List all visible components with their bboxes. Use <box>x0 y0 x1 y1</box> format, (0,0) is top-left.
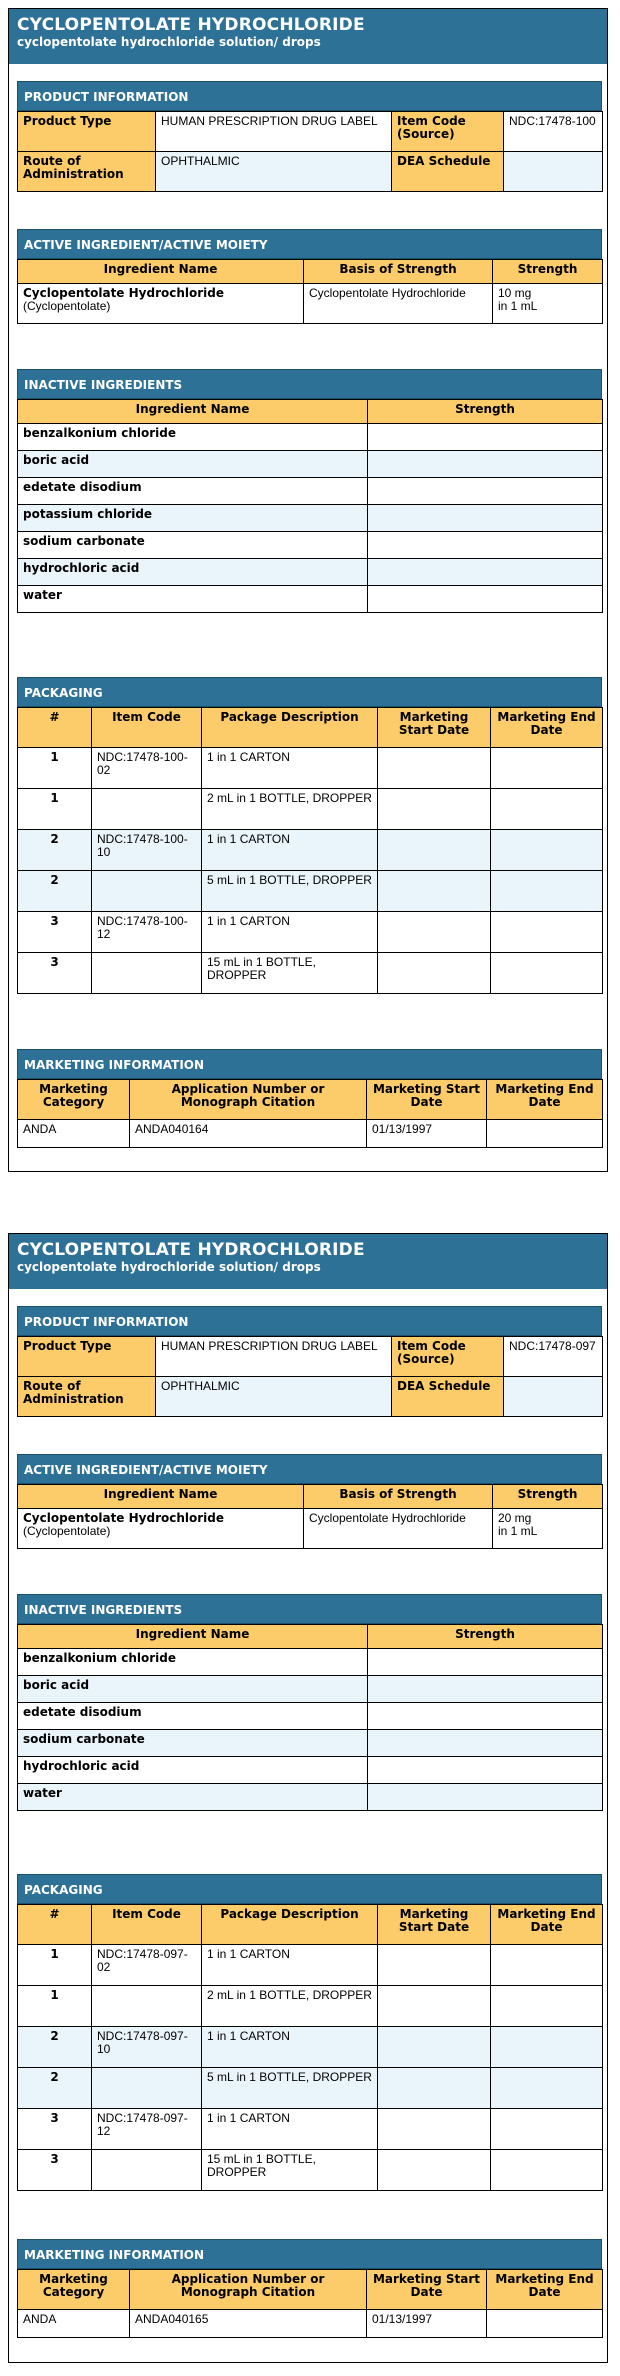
marketing-start-date: 01/13/1997 <box>367 2310 487 2338</box>
column-header: Marketing End Date <box>487 2270 603 2310</box>
strength-value <box>368 559 603 586</box>
table-row <box>18 1945 603 1986</box>
product-card <box>8 1233 608 2363</box>
section-heading: ACTIVE INGREDIENT/ACTIVE MOIETY <box>17 1454 602 1484</box>
column-header: Basis of Strength <box>304 1485 493 1509</box>
packaging-table <box>17 707 603 994</box>
product-subtitle: cyclopentolate hydrochloride solution/ drops <box>17 35 321 49</box>
application-number: ANDA040165 <box>130 2310 367 2338</box>
table-row <box>18 1676 603 1703</box>
active-ingredient-table <box>17 1484 603 1549</box>
marketing-end-date <box>491 1945 603 1986</box>
marketing-start-date <box>378 2109 491 2150</box>
table-row <box>18 1757 603 1784</box>
package-item-code: NDC:17478-100-12 <box>92 912 202 953</box>
marketing-end-date <box>491 912 603 953</box>
active-ingredient-section <box>17 229 602 324</box>
table-row <box>18 284 603 324</box>
marketing-end-date <box>491 2109 603 2150</box>
table-row <box>18 2109 603 2150</box>
product-title: CYCLOPENTOLATE HYDROCHLORIDE <box>17 15 365 35</box>
strength-value <box>368 1703 603 1730</box>
package-description: 15 mL in 1 BOTTLE, DROPPER <box>202 2150 378 2191</box>
table-row <box>18 2068 603 2109</box>
marketing-end-date <box>487 2310 603 2338</box>
product-type-label: Product Type <box>18 112 156 152</box>
item-code-label: Item Code (Source) <box>392 1337 504 1377</box>
package-description: 15 mL in 1 BOTTLE, DROPPER <box>202 953 378 994</box>
marketing-start-date <box>378 912 491 953</box>
package-item-code: NDC:17478-097-10 <box>92 2027 202 2068</box>
section-heading: INACTIVE INGREDIENTS <box>17 369 602 399</box>
column-header: Basis of Strength <box>304 260 493 284</box>
inactive-ingredients-section <box>17 369 602 613</box>
route-label: Route of Administration <box>18 152 156 192</box>
ingredient-name: boric acid <box>18 451 368 478</box>
package-description: 1 in 1 CARTON <box>202 2109 378 2150</box>
ingredient-name: potassium chloride <box>18 505 368 532</box>
package-number: 1 <box>18 1945 92 1986</box>
ingredient-name: edetate disodium <box>18 478 368 505</box>
column-header: Ingredient Name <box>18 1485 304 1509</box>
column-header: Strength <box>368 1625 603 1649</box>
package-number: 3 <box>18 953 92 994</box>
marketing-category: ANDA <box>18 2310 130 2338</box>
marketing-start-date <box>378 1986 491 2027</box>
package-item-code <box>92 789 202 830</box>
product-type-label: Product Type <box>18 1337 156 1377</box>
marketing-end-date <box>491 748 603 789</box>
marketing-end-date <box>487 1120 603 1148</box>
column-header: Marketing End Date <box>487 1080 603 1120</box>
marketing-start-date <box>378 953 491 994</box>
route-value: OPHTHALMIC <box>156 152 392 192</box>
item-code-label: Item Code (Source) <box>392 112 504 152</box>
package-number: 1 <box>18 748 92 789</box>
marketing-category: ANDA <box>18 1120 130 1148</box>
ingredient-name: Cyclopentolate Hydrochloride <box>23 1511 225 1525</box>
table-row <box>18 789 603 830</box>
table-row <box>18 424 603 451</box>
product-header <box>9 9 607 64</box>
table-row <box>18 748 603 789</box>
package-item-code <box>92 1986 202 2027</box>
inactive-ingredients-table <box>17 399 603 613</box>
item-code-value: NDC:17478-100 <box>504 112 603 152</box>
marketing-information-section <box>17 1049 602 1148</box>
package-item-code <box>92 2068 202 2109</box>
column-header: Marketing Start Date <box>378 708 491 748</box>
table-row <box>18 451 603 478</box>
product-type-value: HUMAN PRESCRIPTION DRUG LABEL <box>156 1337 392 1377</box>
column-header: Item Code <box>92 708 202 748</box>
ingredient-name: hydrochloric acid <box>18 1757 368 1784</box>
marketing-start-date: 01/13/1997 <box>367 1120 487 1148</box>
column-header: Strength <box>493 260 603 284</box>
application-number: ANDA040164 <box>130 1120 367 1148</box>
marketing-start-date <box>378 748 491 789</box>
product-card <box>8 8 608 1172</box>
table-row <box>18 532 603 559</box>
basis-of-strength: Cyclopentolate Hydrochloride <box>304 1509 493 1549</box>
column-header: Strength <box>368 400 603 424</box>
package-description: 1 in 1 CARTON <box>202 912 378 953</box>
package-item-code: NDC:17478-097-02 <box>92 1945 202 1986</box>
product-information-table <box>17 111 603 192</box>
marketing-information-table <box>17 2269 603 2338</box>
marketing-end-date <box>491 789 603 830</box>
basis-of-strength: Cyclopentolate Hydrochloride <box>304 284 493 324</box>
package-item-code: NDC:17478-100-10 <box>92 830 202 871</box>
section-heading: MARKETING INFORMATION <box>17 1049 602 1079</box>
ingredient-name: benzalkonium chloride <box>18 424 368 451</box>
active-ingredient-section <box>17 1454 602 1549</box>
column-header: Marketing Category <box>18 2270 130 2310</box>
table-row <box>18 1509 603 1549</box>
column-header: Package Description <box>202 1905 378 1945</box>
inactive-ingredients-section <box>17 1594 602 1811</box>
strength-value <box>368 451 603 478</box>
column-header: Marketing End Date <box>491 708 603 748</box>
section-heading: PACKAGING <box>17 677 602 707</box>
marketing-information-section <box>17 2239 602 2338</box>
ingredient-name: edetate disodium <box>18 1703 368 1730</box>
active-ingredient-table <box>17 259 603 324</box>
table-row <box>18 953 603 994</box>
item-code-value: NDC:17478-097 <box>504 1337 603 1377</box>
column-header: Ingredient Name <box>18 400 368 424</box>
strength-value <box>368 424 603 451</box>
strength-value <box>368 1757 603 1784</box>
table-row <box>18 1730 603 1757</box>
marketing-end-date <box>491 830 603 871</box>
section-heading: PRODUCT INFORMATION <box>17 1306 602 1336</box>
packaging-table <box>17 1904 603 2191</box>
marketing-start-date <box>378 2068 491 2109</box>
package-number: 2 <box>18 871 92 912</box>
table-row <box>18 1784 603 1811</box>
marketing-start-date <box>378 789 491 830</box>
ingredient-name: water <box>18 586 368 613</box>
active-moiety: (Cyclopentolate) <box>23 299 111 313</box>
product-type-value: HUMAN PRESCRIPTION DRUG LABEL <box>156 112 392 152</box>
package-description: 1 in 1 CARTON <box>202 830 378 871</box>
route-label: Route of Administration <box>18 1377 156 1417</box>
product-header <box>9 1234 607 1289</box>
marketing-end-date <box>491 2027 603 2068</box>
table-row <box>18 1986 603 2027</box>
table-row <box>18 871 603 912</box>
route-value: OPHTHALMIC <box>156 1377 392 1417</box>
column-header: Application Number or Monograph Citation <box>130 2270 367 2310</box>
strength-value <box>368 478 603 505</box>
package-description: 1 in 1 CARTON <box>202 1945 378 1986</box>
marketing-start-date <box>378 1945 491 1986</box>
ingredient-name: sodium carbonate <box>18 532 368 559</box>
marketing-end-date <box>491 953 603 994</box>
package-number: 2 <box>18 830 92 871</box>
package-item-code <box>92 2150 202 2191</box>
strength-value <box>368 532 603 559</box>
column-header: Ingredient Name <box>18 1625 368 1649</box>
product-information-section <box>17 81 602 192</box>
ingredient-name: water <box>18 1784 368 1811</box>
package-description: 1 in 1 CARTON <box>202 2027 378 2068</box>
table-row <box>18 505 603 532</box>
strength-value <box>368 1649 603 1676</box>
table-row <box>18 1120 603 1148</box>
marketing-start-date <box>378 2027 491 2068</box>
package-number: 3 <box>18 2109 92 2150</box>
active-moiety: (Cyclopentolate) <box>23 1524 111 1538</box>
package-number: 3 <box>18 2150 92 2191</box>
table-row <box>18 478 603 505</box>
section-heading: ACTIVE INGREDIENT/ACTIVE MOIETY <box>17 229 602 259</box>
package-description: 2 mL in 1 BOTTLE, DROPPER <box>202 789 378 830</box>
marketing-end-date <box>491 1986 603 2027</box>
table-row <box>18 559 603 586</box>
section-heading: PACKAGING <box>17 1874 602 1904</box>
marketing-start-date <box>378 830 491 871</box>
product-information-table <box>17 1336 603 1417</box>
marketing-end-date <box>491 2068 603 2109</box>
table-row <box>18 2150 603 2191</box>
package-number: 1 <box>18 1986 92 2027</box>
ingredient-cell <box>18 1509 304 1549</box>
package-number: 2 <box>18 2027 92 2068</box>
table-row <box>18 586 603 613</box>
package-description: 2 mL in 1 BOTTLE, DROPPER <box>202 1986 378 2027</box>
table-row <box>18 2027 603 2068</box>
column-header: Marketing Start Date <box>367 1080 487 1120</box>
package-number: 1 <box>18 789 92 830</box>
strength-value: 20 mg in 1 mL <box>493 1509 603 1549</box>
package-item-code <box>92 871 202 912</box>
packaging-section <box>17 1874 602 2191</box>
strength-value <box>368 505 603 532</box>
package-item-code <box>92 953 202 994</box>
marketing-start-date <box>378 871 491 912</box>
column-header: Ingredient Name <box>18 260 304 284</box>
dea-schedule-value <box>504 1377 603 1417</box>
table-row <box>18 1703 603 1730</box>
column-header: Marketing End Date <box>491 1905 603 1945</box>
ingredient-name: boric acid <box>18 1676 368 1703</box>
product-information-section <box>17 1306 602 1417</box>
dea-schedule-label: DEA Schedule <box>392 1377 504 1417</box>
ingredient-name: Cyclopentolate Hydrochloride <box>23 286 225 300</box>
section-heading: INACTIVE INGREDIENTS <box>17 1594 602 1624</box>
dea-schedule-label: DEA Schedule <box>392 152 504 192</box>
marketing-start-date <box>378 2150 491 2191</box>
strength-value <box>368 1784 603 1811</box>
package-number: 3 <box>18 912 92 953</box>
marketing-end-date <box>491 2150 603 2191</box>
package-description: 5 mL in 1 BOTTLE, DROPPER <box>202 2068 378 2109</box>
package-description: 5 mL in 1 BOTTLE, DROPPER <box>202 871 378 912</box>
strength-value <box>368 1730 603 1757</box>
column-header: # <box>18 1905 92 1945</box>
product-subtitle: cyclopentolate hydrochloride solution/ drops <box>17 1260 321 1274</box>
marketing-end-date <box>491 871 603 912</box>
strength-value <box>368 1676 603 1703</box>
section-heading: PRODUCT INFORMATION <box>17 81 602 111</box>
strength-value <box>368 586 603 613</box>
product-title: CYCLOPENTOLATE HYDROCHLORIDE <box>17 1240 365 1260</box>
column-header: Marketing Start Date <box>378 1905 491 1945</box>
table-row <box>18 1649 603 1676</box>
ingredient-cell <box>18 284 304 324</box>
dea-schedule-value <box>504 152 603 192</box>
column-header: Strength <box>493 1485 603 1509</box>
strength-value: 10 mg in 1 mL <box>493 284 603 324</box>
ingredient-name: sodium carbonate <box>18 1730 368 1757</box>
package-item-code: NDC:17478-097-12 <box>92 2109 202 2150</box>
column-header: # <box>18 708 92 748</box>
table-row <box>18 2310 603 2338</box>
ingredient-name: benzalkonium chloride <box>18 1649 368 1676</box>
column-header: Package Description <box>202 708 378 748</box>
section-heading: MARKETING INFORMATION <box>17 2239 602 2269</box>
column-header: Application Number or Monograph Citation <box>130 1080 367 1120</box>
marketing-information-table <box>17 1079 603 1148</box>
column-header: Marketing Category <box>18 1080 130 1120</box>
inactive-ingredients-table <box>17 1624 603 1811</box>
table-row <box>18 830 603 871</box>
ingredient-name: hydrochloric acid <box>18 559 368 586</box>
package-description: 1 in 1 CARTON <box>202 748 378 789</box>
column-header: Item Code <box>92 1905 202 1945</box>
column-header: Marketing Start Date <box>367 2270 487 2310</box>
package-item-code: NDC:17478-100-02 <box>92 748 202 789</box>
table-row <box>18 912 603 953</box>
packaging-section <box>17 677 602 994</box>
package-number: 2 <box>18 2068 92 2109</box>
